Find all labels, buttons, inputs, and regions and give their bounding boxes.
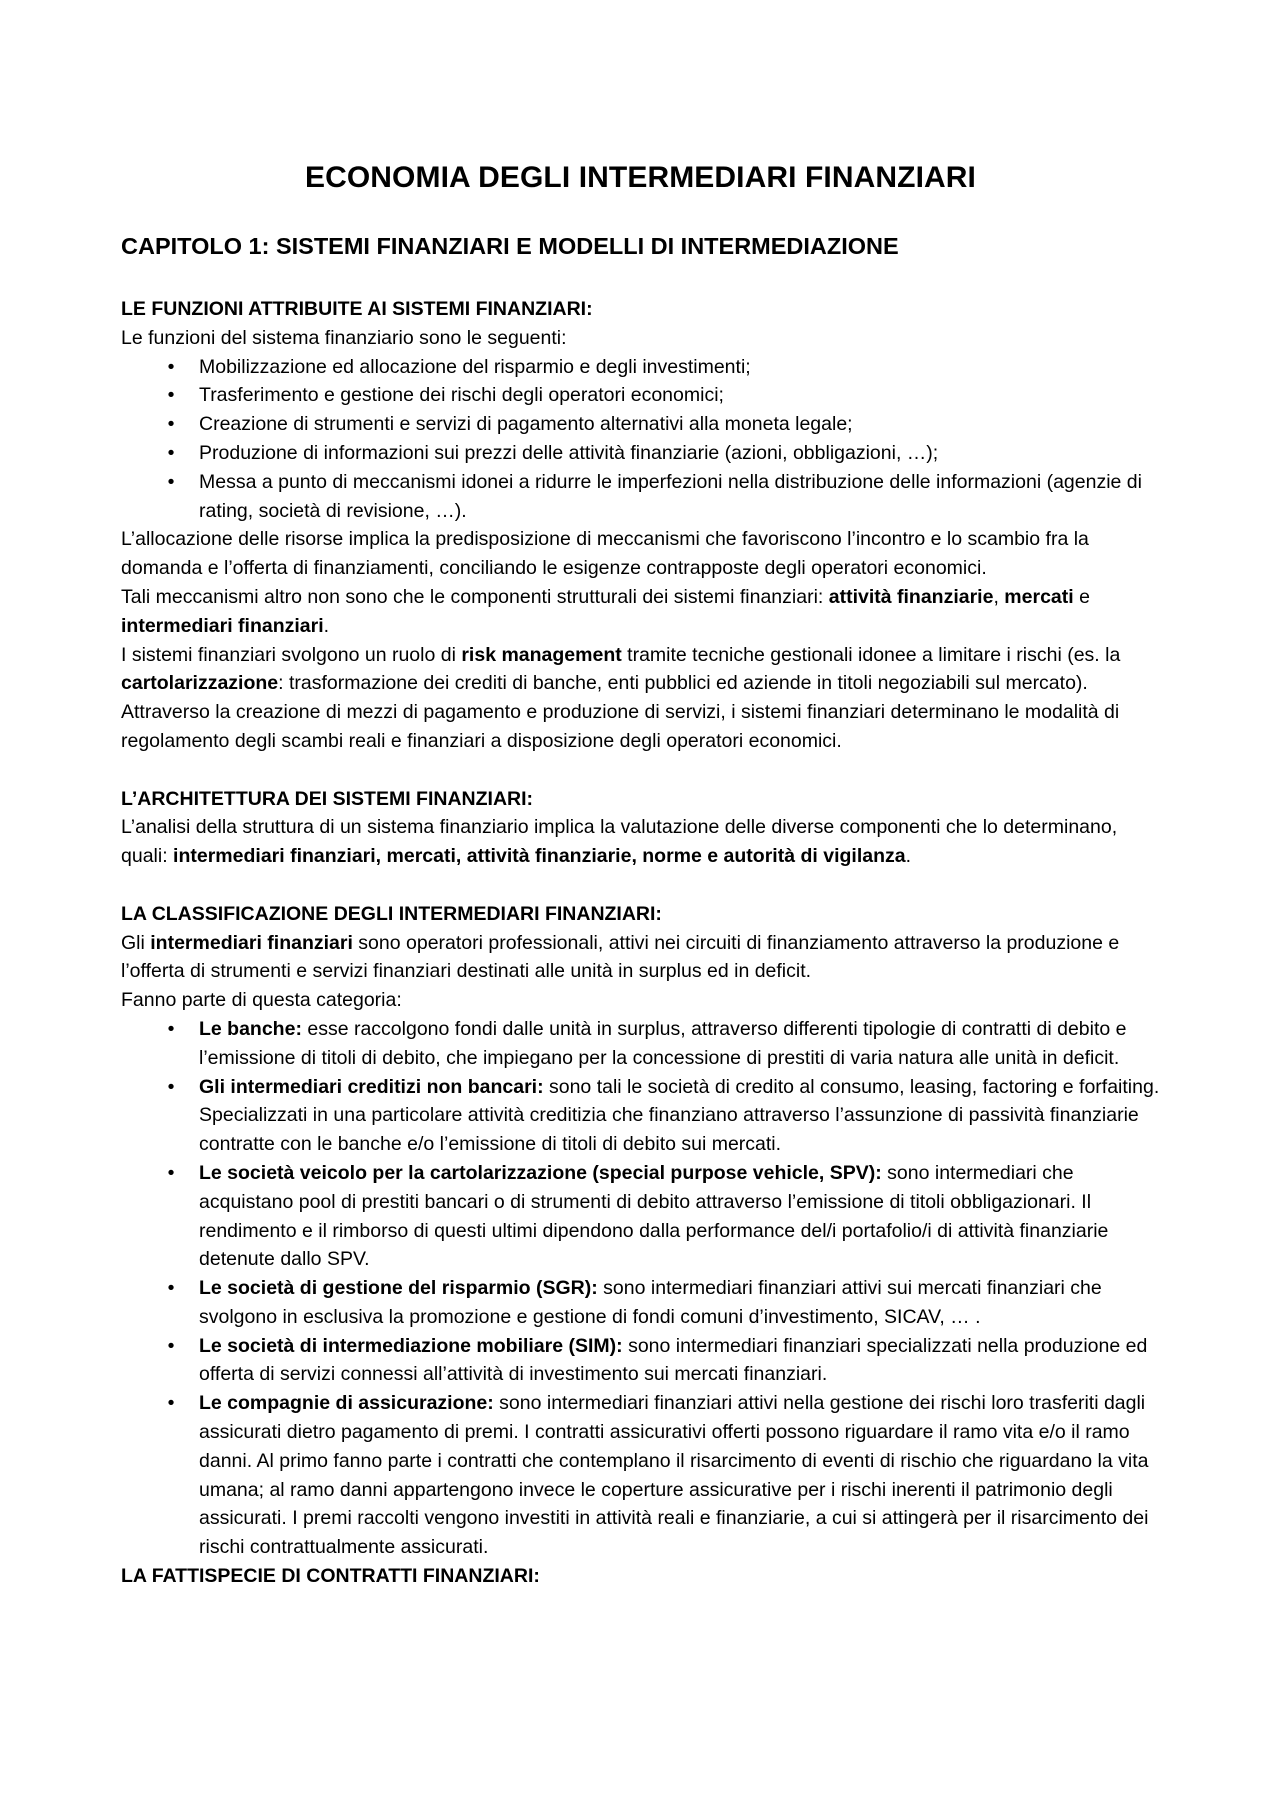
bold-term: Le banche: xyxy=(199,1017,302,1040)
bullet-icon: • xyxy=(167,441,175,464)
paragraph: Attraverso la creazione di mezzi di pagamento e produzione di servizi, i sistemi finanziari determinano le modalità di regolamento degli scambi reali e finanziari a disposizione degli operatori economici. xyxy=(121,701,1120,752)
bold-term: Le società di gestione del risparmio (SGR): xyxy=(199,1277,598,1300)
section-classificazione xyxy=(121,900,1160,1562)
bold-term: attività finanziarie xyxy=(828,585,994,608)
paragraph: L’allocazione delle risorse implica la predisposizione di meccanismi che favoriscono l’incontro e lo scambio fra la domanda e l’offerta di finanziamenti, conciliando le esigenze contrapposte degli operatori economici. xyxy=(121,528,1089,580)
bullet-icon: • xyxy=(167,1017,175,1040)
section-heading: LE FUNZIONI ATTRIBUITE AI SISTEMI FINANZIARI: xyxy=(121,298,593,320)
section-architettura xyxy=(121,785,1160,871)
blank-line xyxy=(121,871,1160,900)
bold-term: Le società di intermediazione mobiliare (SIM): xyxy=(199,1334,623,1357)
section-heading: L’ARCHITETTURA DEI SISTEMI FINANZIARI: xyxy=(121,787,534,810)
chapter-title: CAPITOLO 1: SISTEMI FINANZIARI E MODELLI DI INTERMEDIAZIONE xyxy=(121,233,899,259)
list-item: • Le compagnie di assicurazione: sono intermediari finanziari attivi nella gestione dei rischi loro trasferiti dagli assicurati dietro pagamento di premi. I contratti assicurativi offerti possono riguardare il ramo vita e/o il ramo danni. Al primo fanno parte i contratti che contemplano il risarcimento di eventi di rischio che riguardano la vita umana; al ramo danni appartengono invece le coperture assicurative per i rischi inerenti il patrimonio degli assicurati. I premi raccolti vengono investiti in attività reali e finanziarie, a cui si attingerà per il risarcimento dei rischi contrattualmente assicurati. xyxy=(121,1389,1160,1562)
list-item: • Messa a punto di meccanismi idonei a ridurre le imperfezioni nella distribuzione delle informazioni (agenzie di rating, società di revisione, …). xyxy=(121,468,1160,526)
list-item: • Mobilizzazione ed allocazione del risparmio e degli investimenti; xyxy=(121,353,1160,382)
paragraph: Tali meccanismi altro non sono che le componenti strutturali dei sistemi finanziari: attività finanziarie, mercati e intermediari finanziari. xyxy=(121,585,1090,637)
list-item: • Le società veicolo per la cartolarizzazione (special purpose vehicle, SPV): sono intermediari che acquistano pool di prestiti bancari o di strumenti di debito attraverso l’emissione di titoli obbligazionari. Il rendimento e il rimborso di questi ultimi dipendono dalla performance del/i portafolio/i di attività finanziarie detenute dallo SPV. xyxy=(121,1159,1160,1274)
bullet-icon: • xyxy=(167,413,175,436)
bullet-icon: • xyxy=(167,1277,175,1300)
section-funzioni xyxy=(121,295,1160,756)
section-fattispecie xyxy=(121,1562,1160,1591)
paragraph: Le funzioni del sistema finanziario sono le seguenti: xyxy=(121,326,567,349)
bold-term: mercati xyxy=(1004,585,1074,608)
section-heading: LA FATTISPECIE DI CONTRATTI FINANZIARI: xyxy=(121,1565,540,1588)
bold-term: Le società veicolo per la cartolarizzazione (special purpose vehicle, SPV): xyxy=(199,1161,882,1184)
bullet-list xyxy=(121,1015,1160,1562)
document-title: ECONOMIA DEGLI INTERMEDIARI FINANZIARI xyxy=(304,161,976,194)
paragraph: Fanno parte di questa categoria: xyxy=(121,989,402,1012)
list-item: • Produzione di informazioni sui prezzi delle attività finanziarie (azioni, obbligazioni, …); xyxy=(121,439,1160,468)
paragraph: I sistemi finanziari svolgono un ruolo di risk management tramite tecniche gestionali idonee a limitare i rischi (es. la cartolarizzazione: trasformazione dei crediti di banche, enti pubblici ed aziende in titoli negoziabili sul mercato). xyxy=(121,643,1121,695)
section-heading: LA CLASSIFICAZIONE DEGLI INTERMEDIARI FINANZIARI: xyxy=(121,902,662,925)
blank-line xyxy=(121,756,1160,785)
bold-term: intermediari finanziari xyxy=(150,931,353,954)
paragraph: Gli intermediari finanziari sono operatori professionali, attivi nei circuiti di finanziamento attraverso la produzione e l’offerta di strumenti e servizi finanziari destinati alle unità in surplus ed in deficit. xyxy=(121,931,1120,983)
bold-term: risk management xyxy=(461,643,622,666)
list-item: • Le società di gestione del risparmio (SGR): sono intermediari finanziari attivi sui mercati finanziari che svolgono in esclusiva la promozione e gestione di fondi comuni d’investimento, SICAV, … . xyxy=(121,1274,1160,1332)
list-item: • Le banche: esse raccolgono fondi dalle unità in surplus, attraverso differenti tipologie di contratti di debito e l’emissione di titoli di debito, che impiegano per la concessione di prestiti di varia natura alle unità in deficit. xyxy=(121,1015,1160,1073)
bullet-list xyxy=(121,353,1160,526)
bold-term: intermediari finanziari, mercati, attività finanziarie, norme e autorità di vigilanza xyxy=(173,845,906,868)
bullet-icon: • xyxy=(167,355,175,378)
bold-term: cartolarizzazione xyxy=(121,672,279,695)
bold-term: Le compagnie di assicurazione: xyxy=(199,1392,494,1415)
bullet-icon: • xyxy=(167,1075,175,1098)
bullet-icon: • xyxy=(167,1161,175,1184)
bullet-icon: • xyxy=(167,1392,175,1415)
paragraph: L’analisi della struttura di un sistema finanziario implica la valutazione delle diverse componenti che lo determinano, quali: intermediari finanziari, mercati, attività finanziarie, norme e autorità di vigilanza. xyxy=(121,816,1118,868)
bold-term: Gli intermediari creditizi non bancari: xyxy=(199,1075,544,1098)
bullet-icon: • xyxy=(167,1334,175,1357)
list-item: • Le società di intermediazione mobiliare (SIM): sono intermediari finanziari specializzati nella produzione ed offerta di servizi connessi all’attività di investimento sui mercati finanziari. xyxy=(121,1332,1160,1390)
bullet-icon: • xyxy=(167,384,175,407)
list-item: • Creazione di strumenti e servizi di pagamento alternativi alla moneta legale; xyxy=(121,410,1160,439)
bold-term: intermediari finanziari xyxy=(121,614,324,637)
list-item: • Gli intermediari creditizi non bancari: sono tali le società di credito al consumo, leasing, factoring e forfaiting. Specializzati in una particolare attività creditizia che finanziano attraverso l’assunzione di passività finanziarie contratte con le banche e/o l’emissione di titoli di debito sui mercati. xyxy=(121,1073,1160,1159)
bullet-icon: • xyxy=(167,470,175,493)
list-item: • Trasferimento e gestione dei rischi degli operatori economici; xyxy=(121,381,1160,410)
